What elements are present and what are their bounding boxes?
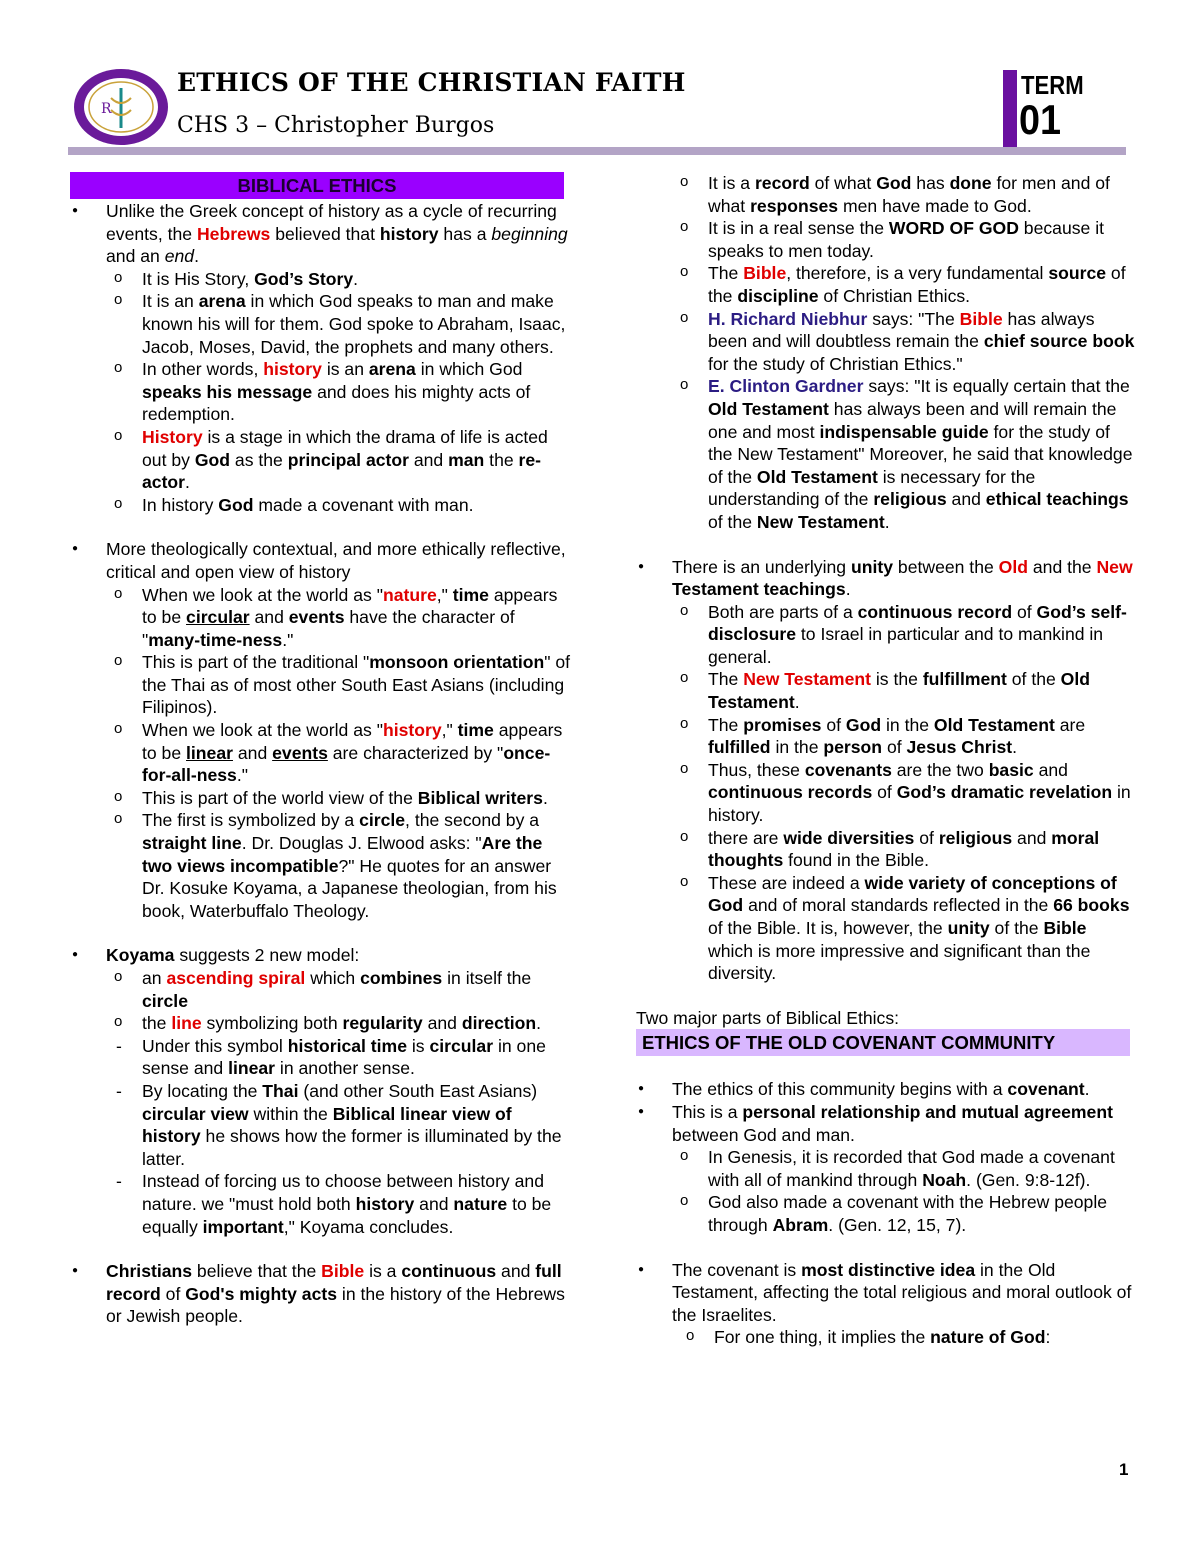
- list-item: o This is part of the world view of the Biblical writers.: [70, 787, 570, 810]
- page-number: 1: [1119, 1460, 1129, 1479]
- list-item: o It is in a real sense the WORD OF GOD because it speaks to men today.: [636, 217, 1136, 262]
- list-item: o It is a record of what God has done for men and of what responses men have made to God.: [636, 172, 1136, 217]
- term-accent-bar: [1003, 70, 1017, 150]
- left-column: [70, 172, 570, 1328]
- list-item: o In Genesis, it is recorded that God made a covenant with all of mankind through Noah. (Gen. 9:8-12f).: [636, 1146, 1136, 1191]
- right-column: [636, 172, 1136, 1349]
- list-item: o H. Richard Niebhur says: "The Bible has always been and will doubtless remain the chief source book for the study of Christian Ethics.": [636, 308, 1136, 376]
- list-item: o Thus, these covenants are the two basic and continuous records of God’s dramatic revelation in history.: [636, 759, 1136, 827]
- list-item: o This is part of the traditional "monsoon orientation" of the Thai as of most other South East Asians (including Filipinos).: [70, 651, 570, 719]
- header-divider: [68, 147, 1126, 155]
- list-item: o When we look at the world as "history," time appears to be linear and events are characterized by "once-for-all-ness.": [70, 719, 570, 787]
- page-header: [0, 0, 1200, 160]
- document-subtitle: CHS 3 – Christopher Burgos: [177, 113, 495, 138]
- list-item: ● More theologically contextual, and more ethically reflective, critical and open view of history: [70, 538, 570, 583]
- term-label: TERM: [1021, 70, 1084, 100]
- section-title-old-covenant: ETHICS OF THE OLD COVENANT COMMUNITY: [636, 1029, 1130, 1056]
- list-item: o Both are parts of a continuous record of God’s self-disclosure to Israel in particular and to mankind in general.: [636, 601, 1136, 669]
- list-item: ● Christians believe that the Bible is a continuous and full record of God's mighty acts in the history of the Hebrews or Jewish people.: [70, 1260, 570, 1328]
- list-item: o These are indeed a wide variety of conceptions of God and of moral standards reflected in the 66 books of the Bible. It is, however, the unity of the Bible which is more impressive and significant than the diversity.: [636, 872, 1136, 985]
- list-item: - By locating the Thai (and other South East Asians) circular view within the Biblical linear view of history he shows how the former is illuminated by the latter.: [70, 1080, 570, 1170]
- list-item: o History is a stage in which the drama of life is acted out by God as the principal actor and man the re-actor.: [70, 426, 570, 494]
- list-item: o For one thing, it implies the nature of God:: [636, 1326, 1136, 1349]
- list-item: o there are wide diversities of religious and moral thoughts found in the Bible.: [636, 827, 1136, 872]
- list-item: o When we look at the world as "nature," time appears to be circular and events have the character of "many-time-ness.": [70, 584, 570, 652]
- list-item: - Under this symbol historical time is circular in one sense and linear in another sense.: [70, 1035, 570, 1080]
- list-item: o The New Testament is the fulfillment of the Old Testament.: [636, 668, 1136, 713]
- list-item: o It is His Story, God’s Story.: [70, 268, 570, 291]
- list-item: ● There is an underlying unity between the Old and the New Testament teachings.: [636, 556, 1136, 601]
- list-item: - Instead of forcing us to choose between history and nature. we "must hold both history and nature to be equally important," Koyama concludes.: [70, 1170, 570, 1238]
- list-item: o The first is symbolized by a circle, the second by a straight line. Dr. Douglas J. Elwood asks: "Are the two views incompatible?" He quotes for an answer Dr. Kosuke Koyama, a Japanese theologian, from his book, Waterbuffalo Theology.: [70, 809, 570, 922]
- list-item: o In other words, history is an arena in which God speaks his message and does his mighty acts of redemption.: [70, 358, 570, 426]
- list-item: o It is an arena in which God speaks to man and make known his will for them. God spoke to Abraham, Isaac, Jacob, Moses, David, the prophets and many others.: [70, 290, 570, 358]
- list-item: ● This is a personal relationship and mutual agreement between God and man.: [636, 1101, 1136, 1146]
- list-item: o In history God made a covenant with man.: [70, 494, 570, 517]
- list-item: ● The ethics of this community begins with a covenant.: [636, 1078, 1136, 1101]
- list-item: ● Unlike the Greek concept of history as a cycle of recurring events, the Hebrews believed that history has a beginning and an end.: [70, 200, 570, 268]
- section-intro: Two major parts of Biblical Ethics:: [636, 1007, 900, 1028]
- list-item: ● Koyama suggests 2 new model:: [70, 944, 570, 967]
- document-title: ETHICS OF THE CHRISTIAN FAITH: [177, 68, 686, 97]
- university-seal-icon: [73, 68, 169, 146]
- list-item: o God also made a covenant with the Hebrew people through Abram. (Gen. 12, 15, 7).: [636, 1191, 1136, 1236]
- list-item: o the line symbolizing both regularity and direction.: [70, 1012, 570, 1035]
- list-item: o E. Clinton Gardner says: "It is equally certain that the Old Testament has always been and will remain the one and most indispensable guide for the study of the New Testament" Moreover, he said that knowledge of the Old Testament is necessary for the understanding of the religious and ethical teachings of the New Testament.: [636, 375, 1136, 533]
- svg-text:R: R: [101, 101, 112, 117]
- list-item: o an ascending spiral which combines in itself the circle: [70, 967, 570, 1012]
- section-title-biblical-ethics: BIBLICAL ETHICS: [70, 172, 564, 199]
- list-item: o The Bible, therefore, is a very fundamental source of the discipline of Christian Ethics.: [636, 262, 1136, 307]
- list-item: o The promises of God in the Old Testament are fulfilled in the person of Jesus Christ.: [636, 714, 1136, 759]
- term-number: 01: [1019, 96, 1062, 143]
- list-item: ● The covenant is most distinctive idea in the Old Testament, affecting the total religious and moral outlook of the Israelites.: [636, 1259, 1136, 1327]
